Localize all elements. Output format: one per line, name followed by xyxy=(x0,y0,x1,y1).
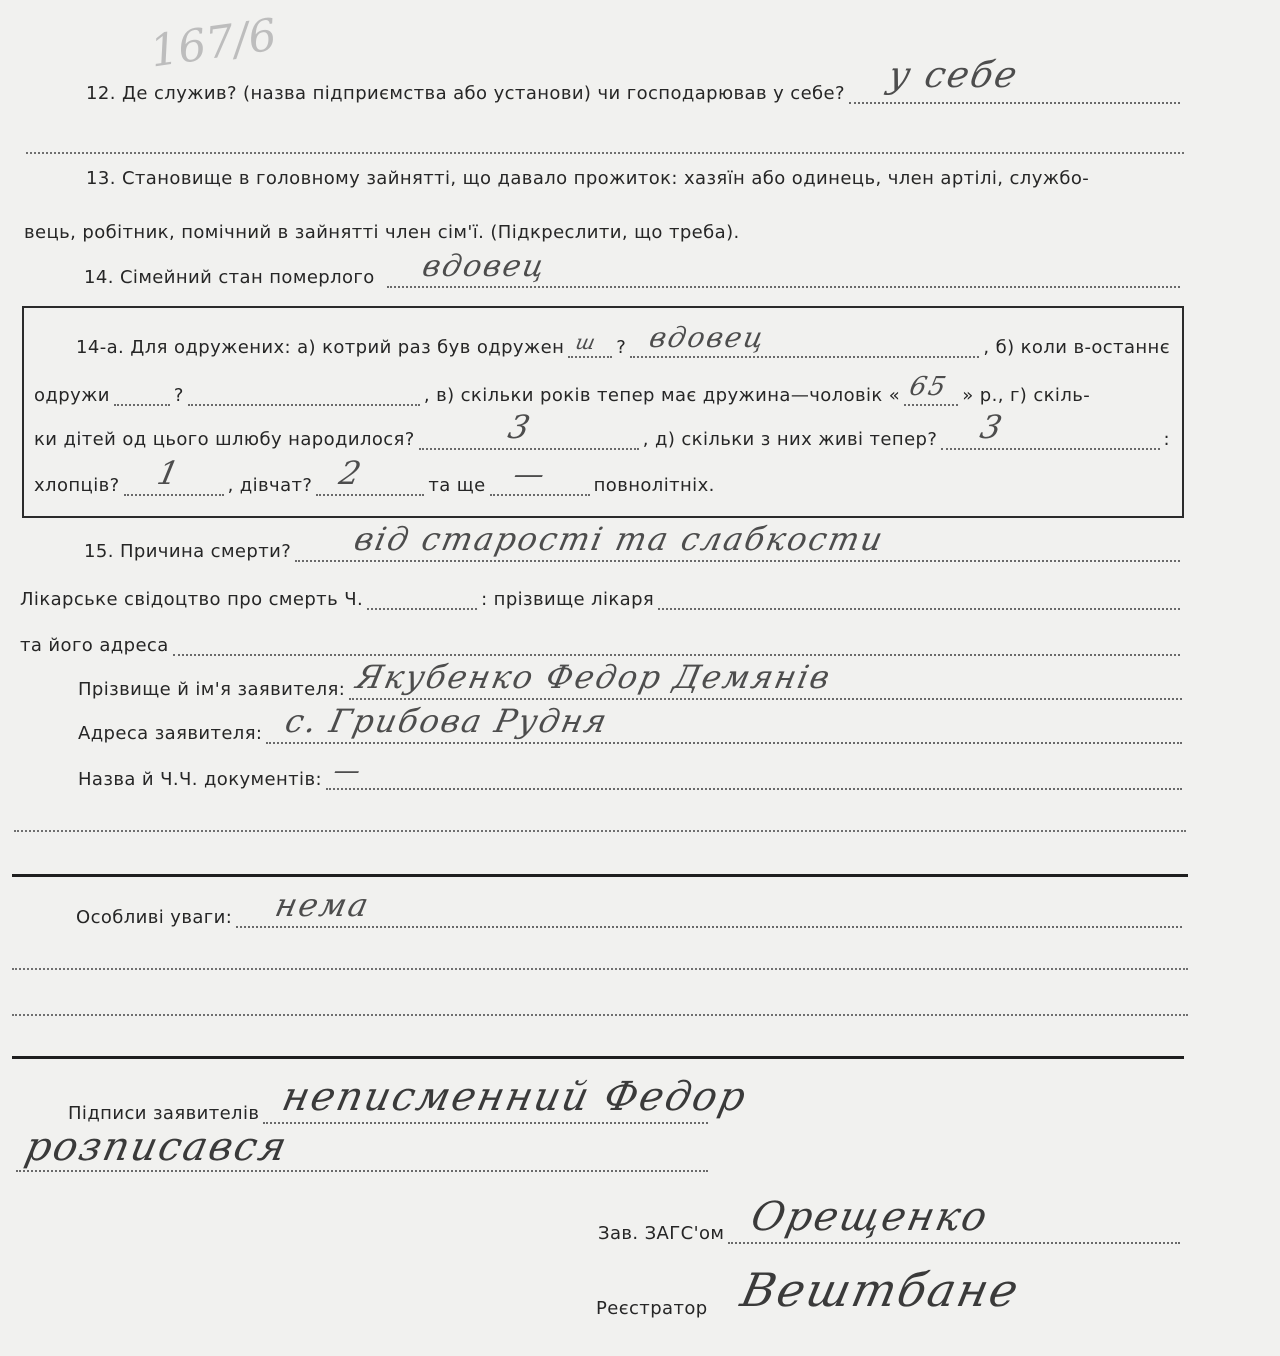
field-14a-row3: ки дітей од цього шлюбу народилося? 3 , д) скільки з них живі тепер? 3 : xyxy=(34,408,1170,450)
field-signatures-label: Підписи заявителів xyxy=(68,1103,260,1124)
field-documents-continuation xyxy=(14,830,1186,832)
field-15-answer: від старості та слабкости xyxy=(351,520,889,558)
field-14a-children-input[interactable] xyxy=(419,408,639,450)
field-15-input[interactable] xyxy=(295,520,1180,562)
field-14a-alive-input[interactable] xyxy=(941,408,1159,450)
field-applicant-name-label: Прізвище й ім'я заявителя: xyxy=(78,679,346,700)
field-doctor-label: : прізвище лікаря xyxy=(481,589,655,610)
field-12-input[interactable] xyxy=(849,55,1180,104)
field-15 xyxy=(84,520,1184,562)
field-14a-times-input[interactable] xyxy=(568,330,612,358)
field-applicant-name-value: Якубенко Федор Демянів xyxy=(353,658,836,696)
field-14a-more-answer: — xyxy=(509,457,550,492)
field-14a-boys-answer: 1 xyxy=(153,454,184,492)
field-registrar-value: Вештбане xyxy=(735,1263,1025,1317)
field-14a-married-when-cont[interactable] xyxy=(188,384,420,406)
field-14-input[interactable] xyxy=(387,249,1180,288)
field-applicant-name-input[interactable] xyxy=(349,658,1182,700)
field-doctor-input[interactable] xyxy=(658,588,1180,610)
field-14a-answer-input[interactable] xyxy=(630,321,979,358)
field-14a-age-answer: 65 xyxy=(907,372,951,402)
field-14-answer: вдовец xyxy=(418,249,550,284)
field-12-answer: у себе xyxy=(884,55,1023,96)
divider-1 xyxy=(12,874,1188,877)
field-14a-row4 xyxy=(34,454,715,496)
field-13-line2 xyxy=(24,222,740,243)
field-notes-continuation-1 xyxy=(12,968,1188,970)
field-notes-input[interactable] xyxy=(236,886,1182,928)
field-applicant-name xyxy=(78,658,1186,700)
field-13-text1: 13. Становище в головному зайнятті, що давало прожиток: хазяїн або одинець, член артілі, службо- xyxy=(86,168,1090,189)
field-applicant-address xyxy=(78,702,1186,744)
field-14a-label-g: ки дітей од цього шлюбу народилося? xyxy=(34,429,415,450)
field-14a-girls-input[interactable] xyxy=(316,454,424,496)
field-applicant-address-label: Адреса заявителя: xyxy=(78,723,263,744)
field-13-text2: вець, робітник, помічний в зайнятті член сім'ї. (Підкреслити, що треба). xyxy=(24,222,740,243)
field-documents xyxy=(78,756,1186,790)
field-signatures-input[interactable] xyxy=(263,1074,752,1124)
corner-mark: 167/6 xyxy=(147,9,280,78)
field-doctor-address-input[interactable] xyxy=(173,634,1180,656)
field-medical-label: Лікарське свідоцтво про смерть Ч. xyxy=(20,589,364,610)
field-registrar xyxy=(596,1263,1186,1319)
field-signatures-value-2: розписався xyxy=(21,1124,293,1170)
field-applicant-address-input[interactable] xyxy=(266,702,1182,744)
field-documents-value: — xyxy=(330,756,366,786)
field-14 xyxy=(84,249,1184,288)
field-signatures-line2 xyxy=(12,1124,712,1172)
field-14-label: 14. Сімейний стан померлого xyxy=(84,267,375,288)
field-14a-label-v2: » р., г) скіль- xyxy=(962,385,1091,406)
field-zags-head-value: Орещенко xyxy=(747,1194,994,1240)
field-14a-label-a: 14-а. Для одружених: а) котрий раз був одружен xyxy=(76,337,565,358)
field-registrar-input[interactable] xyxy=(712,1263,1182,1319)
field-14a-label-v: , в) скільки років тепер має дружина—чоловік « xyxy=(423,385,901,406)
field-14a-alive-answer: 3 xyxy=(977,408,1008,446)
field-14a-label-boys: хлопців? xyxy=(34,475,120,496)
field-13-line1 xyxy=(86,168,1089,189)
field-14a-row1: 14-а. Для одружених: а) котрий раз був одружен ш ? вдовец , б) коли в-останнє xyxy=(76,321,1170,358)
field-zags-head xyxy=(598,1194,1184,1244)
field-medical-number-input[interactable] xyxy=(367,588,477,610)
field-notes-continuation-2 xyxy=(12,1014,1188,1016)
field-12 xyxy=(86,55,1184,104)
field-14a-label-girls: , дівчат? xyxy=(227,475,313,496)
field-12-label: 12. Де служив? (назва підприємства або установи) чи господарював у себе? xyxy=(86,83,845,104)
field-14a-row2: одружи ? , в) скільки років тепер має дружина—чоловік « 65 » р., г) скіль- xyxy=(34,372,1091,406)
field-14a-label-more: та ще xyxy=(428,475,486,496)
field-15-label: 15. Причина смерти? xyxy=(84,541,292,562)
field-14a-girls-answer: 2 xyxy=(336,454,367,492)
field-14a-label-b2: одружи xyxy=(34,385,110,406)
field-notes-value: нема xyxy=(272,886,374,924)
field-14a-more-input[interactable] xyxy=(490,457,590,496)
field-14a-times-mark: ш xyxy=(573,330,600,354)
field-signatures xyxy=(68,1074,752,1124)
field-registrar-label: Реєстратор xyxy=(596,1298,708,1319)
field-documents-label: Назва й Ч.Ч. документів: xyxy=(78,769,322,790)
field-notes xyxy=(76,886,1186,928)
field-14a-children-answer: 3 xyxy=(504,408,536,446)
field-14a-boys-input[interactable] xyxy=(124,454,224,496)
field-12-continuation xyxy=(26,152,1184,154)
field-applicant-address-value: с. Грибова Рудня xyxy=(282,702,613,740)
field-zags-head-label: Зав. ЗАГС'ом xyxy=(598,1223,725,1244)
field-14a-married-when-input[interactable] xyxy=(114,384,170,406)
field-14a-label-d: , д) скільки з них живі тепер? xyxy=(642,429,938,450)
field-documents-input[interactable] xyxy=(326,756,1182,790)
field-signatures-input-2[interactable] xyxy=(16,1124,708,1172)
divider-2 xyxy=(12,1056,1184,1059)
field-doctor-address-label: та його адреса xyxy=(20,635,169,656)
field-14a-age-input[interactable] xyxy=(904,372,958,406)
field-zags-head-input[interactable] xyxy=(728,1194,1180,1244)
field-14a-answer: вдовец xyxy=(646,321,770,354)
field-14a-label-b: , б) коли в-останнє xyxy=(983,337,1170,358)
field-notes-label: Особливі уваги: xyxy=(76,907,233,928)
field-14a-label-adult: повнолітніх. xyxy=(593,475,715,496)
field-doctor-address xyxy=(20,634,1184,656)
field-medical xyxy=(20,588,1184,610)
field-signatures-value-1: неписменний Федор xyxy=(278,1074,752,1120)
